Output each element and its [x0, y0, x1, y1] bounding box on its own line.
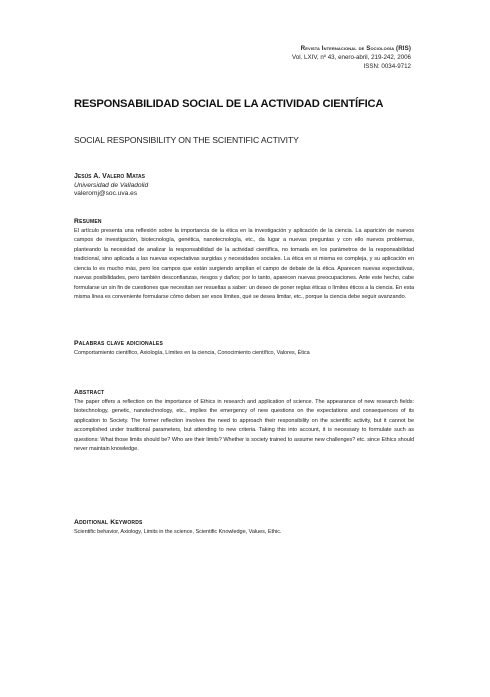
keywords-en-section	[74, 519, 414, 537]
resumen-text: El artículo presenta una reflexión sobre la importancia de la ética en la investigación y aplicación de la ciencia. La aparición de nuevos campos de investigación, biotecnología, genética, nanotecnología, etc., da lugar a nuevas preguntas y con ello nuevos problemas, planteando la necesidad de analizar la responsabilidad de la actividad científica, no tomada en los parámetros de la responsabilidad tradicional, sino aplicada a las nuevas expectativas surgidas y necesidades sociales. La ética en si misma es compleja, y su aplicación en ciencia lo es mucho más, pero los campos que están surgiendo amplían el campo de debate de la ética. Aparecen nuevas expectativas, nuevas posibilidades, pero también desconfianzas, riesgos y daños; por lo tanto, aparecen nuevas preocupaciones. Ante este hecho, cabe formularse un sin fin de cuestiones que necesitan ser resueltas a saber: un deseo de poner reglas éticas o límites éticos a la ciencia. En esta misma línea es conveniente formularse cómo deben ser esos límites, qué se desea limitar, etc., porque la ciencia debe seguir avanzando.	[74, 228, 414, 301]
resumen-heading: Resumen	[74, 218, 102, 225]
article-subtitle: SOCIAL RESPONSIBILITY ON THE SCIENTIFIC ACTIVITY	[74, 135, 299, 145]
abstract-text: The paper offers a reflection on the importance of Ethics in research and application of science. The appearance of new research fields: biotechnology, genetic, nanotechnology, etc., implies the emergency of new questions on the expectations and consequences of its application to Society. The former reflection involves the need to approach their responsibility on the scientific activity, but it cannot be accomplished under traditional parameters, but attending to new criteria. Taking this into account, it is necessary to formulate such as questions: What those limits should be? Who are their limits? Whether is society trained to assume new challenges? etc. since Ethics should never maintain knowledge.	[74, 399, 414, 453]
keywords-es-text: Comportamiento científico, Axiología, Límites en la ciencia, Conocimiento científico, Valores, Ética	[74, 350, 310, 356]
abstract-heading: Abstract	[74, 389, 105, 396]
author-affiliation: Universidad de Valladolid	[74, 181, 149, 189]
keywords-en-heading: Additional Keywords	[74, 519, 143, 526]
keywords-es-section	[74, 340, 414, 358]
keywords-es-heading: Palabras clave adicionales	[74, 340, 163, 347]
resumen-section	[74, 218, 414, 303]
author-block	[74, 173, 148, 199]
author-name: Jesús A. Valero Matas	[74, 173, 145, 180]
volume-info: Vol. LXIV, nº 43, enero-abril, 219-242, 2006	[292, 54, 411, 61]
issn: ISSN: 0034-9712	[363, 63, 411, 70]
abstract-section	[74, 389, 414, 455]
article-title: RESPONSABILIDAD SOCIAL DE LA ACTIVIDAD CIENTÍFICA	[74, 98, 384, 110]
journal-name: Revista Internacional de Sociología (RIS)	[300, 45, 411, 52]
journal-header	[292, 44, 411, 71]
keywords-en-text: Scientific behavior, Axiology, Limits in the science, Scientific Knowledge, Values, Ethic.	[74, 529, 282, 535]
author-email: valeromj@soc.uva.es	[74, 190, 138, 198]
